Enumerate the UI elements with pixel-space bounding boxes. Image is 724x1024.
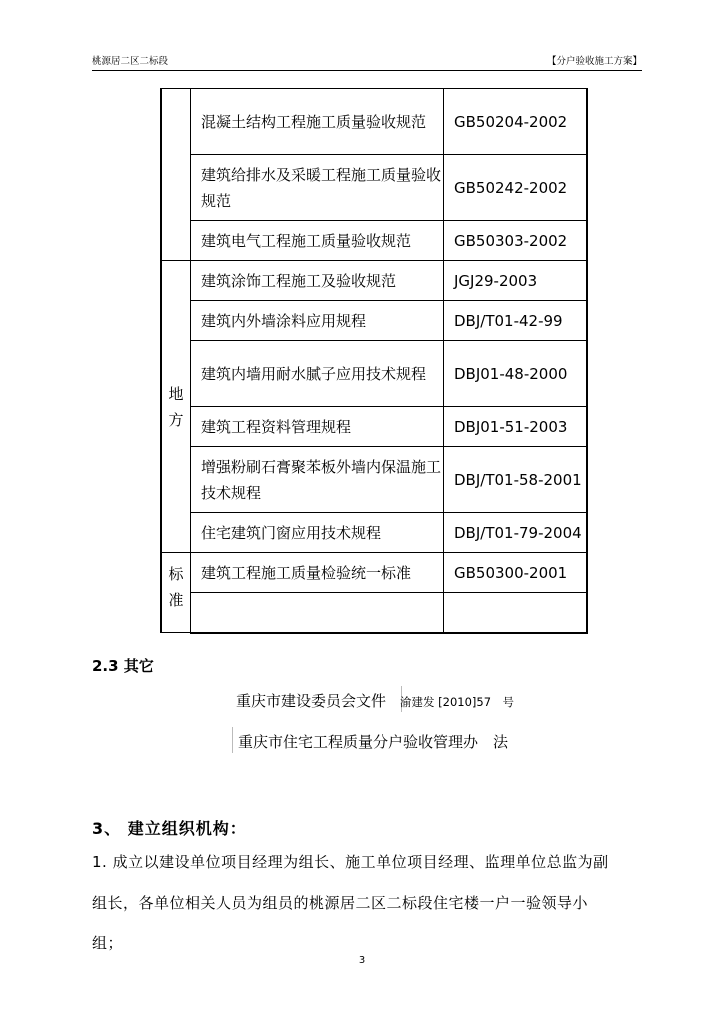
- standard-name: 建筑工程施工质量检验统一标准: [191, 553, 444, 593]
- standards-table: [160, 88, 588, 634]
- page-header: [92, 50, 642, 71]
- standard-code: [444, 593, 588, 633]
- standard-name: 建筑内墙用耐水腻子应用技术规程: [191, 341, 444, 407]
- standard-name: 混凝土结构工程施工质量验收规范: [191, 89, 444, 155]
- standards-row: [161, 593, 587, 633]
- section-3-title: 3、 建立组织机构：: [92, 819, 247, 838]
- standard-code: GB50303-2002: [444, 221, 588, 261]
- header-project: 桃源居二区二标段: [92, 56, 169, 67]
- section-2-3-title: 2.3 其它: [92, 657, 154, 675]
- category-cell: [161, 89, 191, 261]
- paragraph-line-1: 1. 成立以建设单位项目经理为组长、施工单位项目经理、监理单位总监为副: [92, 853, 609, 871]
- standard-code: GB50242-2002: [444, 155, 588, 221]
- standard-code: DBJ/T01-42-99: [444, 301, 588, 341]
- category-label: [162, 553, 190, 613]
- standards-row: [161, 513, 587, 553]
- category-char: 准: [168, 591, 184, 609]
- paragraph-line-3: 组；: [92, 934, 124, 952]
- standard-code: DBJ/T01-58-2001: [444, 447, 588, 513]
- doc2-title: 重庆市住宅工程质量分户验收管理办 法: [238, 733, 509, 751]
- standard-code: JGJ29-2003: [444, 261, 588, 301]
- standard-code: GB50300-2001: [444, 553, 588, 593]
- standard-name: 建筑涂饰工程施工及验收规范: [191, 261, 444, 301]
- header-doc-title: 【分户验收施工方案】: [546, 56, 642, 67]
- standard-name: 建筑工程资料管理规程: [191, 407, 444, 447]
- standards-row: [161, 155, 587, 221]
- standards-row: [161, 407, 587, 447]
- category-char: 地: [168, 385, 184, 403]
- paragraph-line-2: 组长，各单位相关人员为组员的桃源居二区二标段住宅楼一户一验领导小: [92, 894, 589, 912]
- standard-name: 建筑内外墙涂料应用规程: [191, 301, 444, 341]
- category-cell: [161, 553, 191, 633]
- standard-code: DBJ01-51-2003: [444, 407, 588, 447]
- standard-code: DBJ/T01-79-2004: [444, 513, 588, 553]
- standards-row: [161, 301, 587, 341]
- standards-row: [161, 221, 587, 261]
- standard-name: 建筑电气工程施工质量验收规范: [191, 221, 444, 261]
- standard-name: 建筑给排水及采暖工程施工质量验收规范: [191, 155, 444, 221]
- page-number: 3: [358, 955, 366, 966]
- doc-line-2: [238, 731, 508, 752]
- standards-row: [161, 447, 587, 513]
- standards-row: [161, 89, 587, 155]
- standards-row: [161, 261, 587, 301]
- standard-name: [191, 593, 444, 633]
- category-cell: [161, 261, 191, 553]
- category-char: 标: [168, 565, 184, 583]
- standards-row: [161, 341, 587, 407]
- category-label: [162, 261, 190, 433]
- scan-mark-2: [232, 727, 233, 753]
- doc1-title: 重庆市建设委员会文件: [236, 692, 387, 710]
- standard-code: GB50204-2002: [444, 89, 588, 155]
- doc-line-1: [236, 690, 514, 711]
- standard-name: 住宅建筑门窗应用技术规程: [191, 513, 444, 553]
- doc1-code: 渝建发 [2010]57 号: [400, 695, 515, 709]
- standard-name: 增强粉刷石膏聚苯板外墙内保温施工技术规程: [191, 447, 444, 513]
- category-char: 方: [168, 411, 184, 429]
- standards-row: [161, 553, 587, 593]
- standard-code: DBJ01-48-2000: [444, 341, 588, 407]
